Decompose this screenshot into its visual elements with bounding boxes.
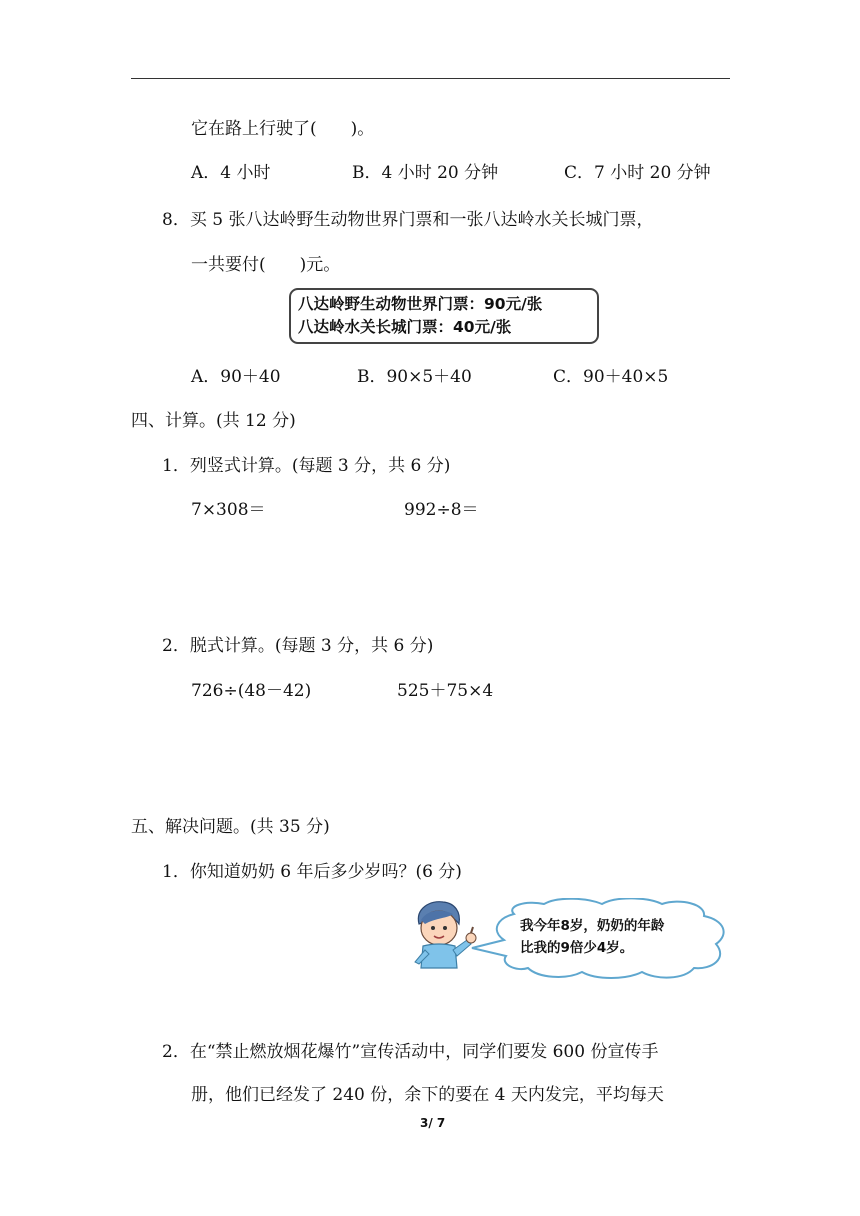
section4-q1-item1: 7×308＝	[191, 500, 266, 520]
q7-option-c: C．7 小时 20 分钟	[564, 163, 711, 183]
ticket-price-box	[289, 288, 599, 344]
bubble-line2: 比我的9倍少4岁。	[520, 940, 634, 956]
q8-option-b: B．90×5＋40	[357, 367, 472, 387]
bubble-line1: 我今年8岁，奶奶的年龄	[520, 918, 665, 934]
section5-q2-line1: 2．在“禁止燃放烟花爆竹”宣传活动中，同学们要发 600 份宣传手	[162, 1042, 659, 1062]
q8-option-c: C．90＋40×5	[553, 367, 669, 387]
q7-option-b: B．4 小时 20 分钟	[352, 163, 499, 183]
q8-text-line1: 8．买 5 张八达岭野生动物世界门票和一张八达岭水关长城门票，	[162, 210, 654, 230]
q7-text: 它在路上行驶了( )。	[191, 119, 375, 139]
section4-q2-item2: 525＋75×4	[397, 681, 494, 701]
header-rule	[131, 78, 730, 79]
section4-q1-item2: 992÷8＝	[404, 500, 479, 520]
section4-q2-item1: 726÷(48－42)	[191, 681, 312, 701]
section5-q1-title: 1．你知道奶奶 6 年后多少岁吗？(6 分)	[162, 862, 462, 882]
section5-q2-line2: 册，他们已经发了 240 份，余下的要在 4 天内发完，平均每天	[191, 1085, 664, 1105]
section4-title: 四、计算。(共 12 分)	[131, 411, 296, 431]
section4-q1-title: 1．列竖式计算。(每题 3 分，共 6 分)	[162, 456, 451, 476]
section4-q2-title: 2．脱式计算。(每题 3 分，共 6 分)	[162, 636, 434, 656]
section5-title: 五、解决问题。(共 35 分)	[131, 817, 330, 837]
price-line-greatwall: 八达岭水关长城门票：40元/张	[298, 318, 512, 336]
page-number: 3/ 7	[420, 1116, 446, 1130]
price-line-wildlife: 八达岭野生动物世界门票：90元/张	[298, 295, 543, 313]
q8-option-a: A．90＋40	[191, 367, 281, 387]
q7-option-a: A．4 小时	[191, 163, 271, 183]
q8-text-line2: 一共要付( )元。	[191, 255, 341, 275]
